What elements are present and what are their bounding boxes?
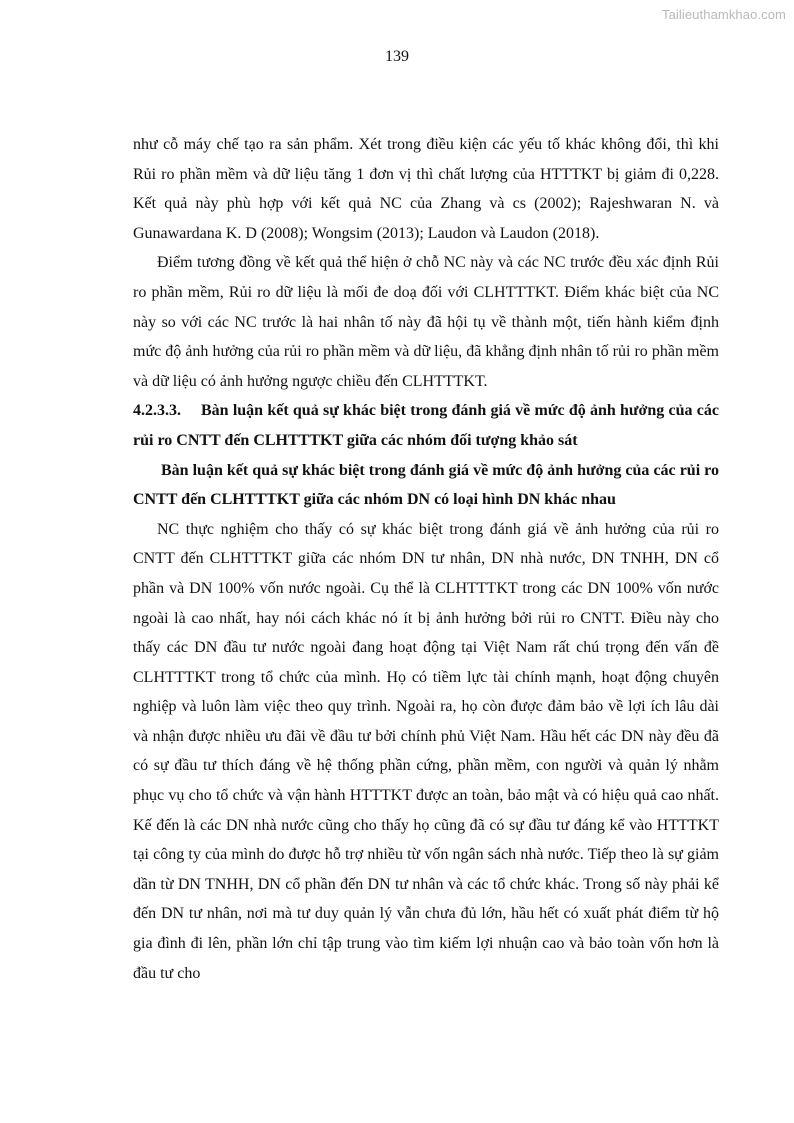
paragraph-findings: NC thực nghiệm cho thấy có sự khác biệt trong đánh giá về ảnh hưởng của rủi ro CNTT đến CLHTTTKT giữa các nhóm DN tư nhân, DN nhà nước, DN TNHH, DN cổ phần và DN 100% vốn nước ngoài. Cụ thể là CLHTTTKT trong các DN 100% vốn nước ngoài là cao nhất, hay nói cách khác nó ít bị ảnh hưởng bởi rủi ro CNTT. Điều này cho thấy các DN đầu tư nước ngoài đang hoạt động tại Việt Nam rất chú trọng đến vấn đề CLHTTTKT trong tổ chức của mình. Họ có tiềm lực tài chính mạnh, hoạt động chuyên nghiệp và luôn làm việc theo quy trình. Ngoài ra, họ còn được đảm bảo về lợi ích lâu dài và nhận được nhiều ưu đãi về đầu tư bởi chính phủ Việt Nam. Hầu hết các DN này đều đã có sự đầu tư thích đáng về hệ thống phần cứng, phần mềm, con người và quản lý nhằm phục vụ cho tổ chức và vận hành HTTTKT được an toàn, bảo mật và có hiệu quả cao nhất. Kế đến là các DN nhà nước cũng cho thấy họ cũng đã có sự đầu tư đáng kể vào HTTTKT tại công ty của mình do được hỗ trợ nhiều từ vốn ngân sách nhà nước. Tiếp theo là sự giảm dần từ DN TNHH, DN cổ phần đến DN tư nhân và các tổ chức khác. Trong số này phải kể đến DN tư nhân, nơi mà tư duy quản lý vẫn chưa đủ lớn, hầu hết có xuất phát điểm từ hộ gia đình đi lên, phần lớn chỉ tập trung vào tìm kiếm lợi nhuận cao và bảo toàn vốn hơn là đầu tư cho xyxy=(133,520,719,982)
paragraph-similarity: Điểm tương đồng về kết quả thể hiện ở chỗ NC này và các NC trước đều xác định Rủi ro phần mềm, Rủi ro dữ liệu là mối đe doạ đối với CLHTTTKT. Điểm khác biệt của NC này so với các NC trước là hai nhân tố này đã hội tụ về thành một, tiến hành kiểm định mức độ ảnh hưởng của rủi ro phần mềm và dữ liệu, đã khẳng định nhân tố rủi ro phần mềm và dữ liệu có ảnh hưởng ngược chiều đến CLHTTTKT. xyxy=(133,254,719,390)
section-number: 4.2.3.3. xyxy=(133,402,181,420)
page-number: 139 xyxy=(385,48,409,65)
section-title: Bàn luận kết quả sự khác biệt trong đánh giá về mức độ ảnh hưởng của các rủi ro CNTT đến CLHTTTKT giữa các nhóm đối tượng khảo sát xyxy=(133,402,719,449)
section-heading xyxy=(133,396,719,455)
watermark: Tailieuthamkhao.com xyxy=(661,7,786,22)
paragraph-continuation: như cỗ máy chế tạo ra sản phẩm. Xét trong điều kiện các yếu tố khác không đổi, thì khi Rủi ro phần mềm và dữ liệu tăng 1 đơn vị thì chất lượng của HTTTKT bị giảm đi 0,228. Kết quả này phù hợp với kết quả NC của Zhang và cs (2002); Rajeshwaran N. và Gunawardana K. D (2008); Wongsim (2013); Laudon và Laudon (2018). xyxy=(133,136,719,242)
subsection-heading: Bàn luận kết quả sự khác biệt trong đánh giá về mức độ ảnh hưởng của các rủi ro CNTT đến CLHTTTKT giữa các nhóm DN có loại hình DN khác nhau xyxy=(133,461,719,509)
document-body xyxy=(133,130,719,988)
